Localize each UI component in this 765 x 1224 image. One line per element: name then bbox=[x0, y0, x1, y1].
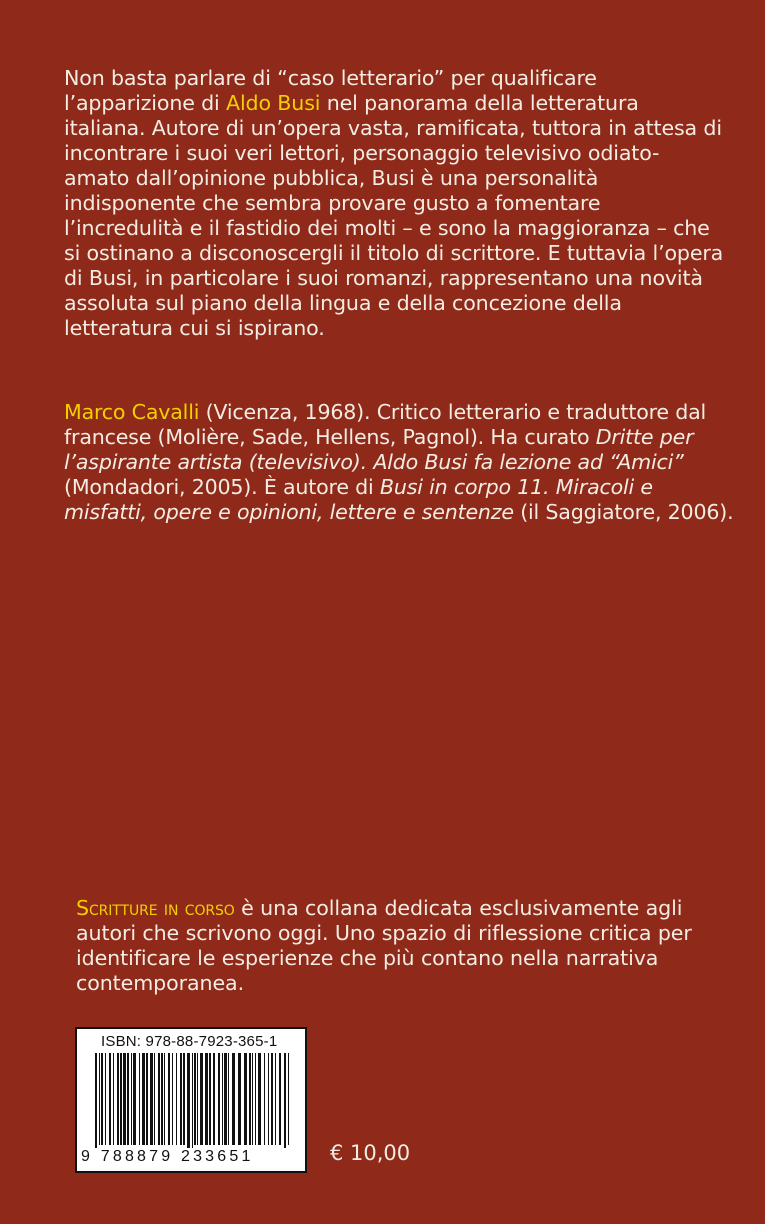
isbn-label: ISBN: 978-88-7923-365-1 bbox=[101, 1033, 278, 1050]
barcode-image bbox=[85, 1053, 299, 1153]
book-title-2: Busi in corpo 11. Miracoli e misfatti, opere e opinioni, lettere e sentenze bbox=[64, 475, 653, 524]
back-cover-blurb bbox=[64, 66, 724, 341]
blurb-intro: Non basta parlare di “caso letterario” per qualificare l’apparizione di bbox=[64, 66, 597, 115]
blurb-body: nel panorama della letteratura italiana. Autore di un’opera vasta, ramificata, tuttora in attesa di incontrare i suoi veri lettori, personaggio televisivo odiato-amato dall’opinione pubblica, Busi è una personalità indisponente che sembra provare gusto a fomentare l’incredulità e il fastidio dei molti – e sono la maggioranza – che si ostinano a disconoscergli il titolo di scrittore. E tuttavia l’opera di Busi, in particolare i suoi romanzi, rappresentano una novità assoluta sul piano della lingua e della concezione della letteratura cui si ispirano. bbox=[64, 91, 724, 340]
series-description bbox=[76, 896, 726, 996]
barcode-box bbox=[75, 1027, 307, 1173]
author-bio-part1: (Vicenza, 1968). Critico letterario e traduttore dal francese (Molière, Sade, Hellens, Pagnol). Ha curato bbox=[64, 400, 707, 449]
barcode-digits: 9 788879 233651 bbox=[81, 1148, 303, 1166]
series-name: Scritture in corso bbox=[76, 896, 235, 920]
author-subject-highlight: Aldo Busi bbox=[226, 91, 321, 115]
author-bio-part2: (Mondadori, 2005). È autore di bbox=[64, 475, 380, 499]
price: € 10,00 bbox=[330, 1141, 411, 1165]
author-bio-part3: (il Saggiatore, 2006). bbox=[513, 500, 734, 524]
series-text: è una collana dedicata esclusivamente agli autori che scrivono oggi. Uno spazio di riflessione critica per identificare le esperienze che più contano nella narrativa contemporanea. bbox=[76, 896, 692, 995]
book-title-1: Dritte per l’aspirante artista (televisivo). Aldo Busi fa lezione ad “Amici” bbox=[64, 425, 694, 474]
author-bio bbox=[64, 400, 734, 525]
author-name: Marco Cavalli bbox=[64, 400, 200, 424]
